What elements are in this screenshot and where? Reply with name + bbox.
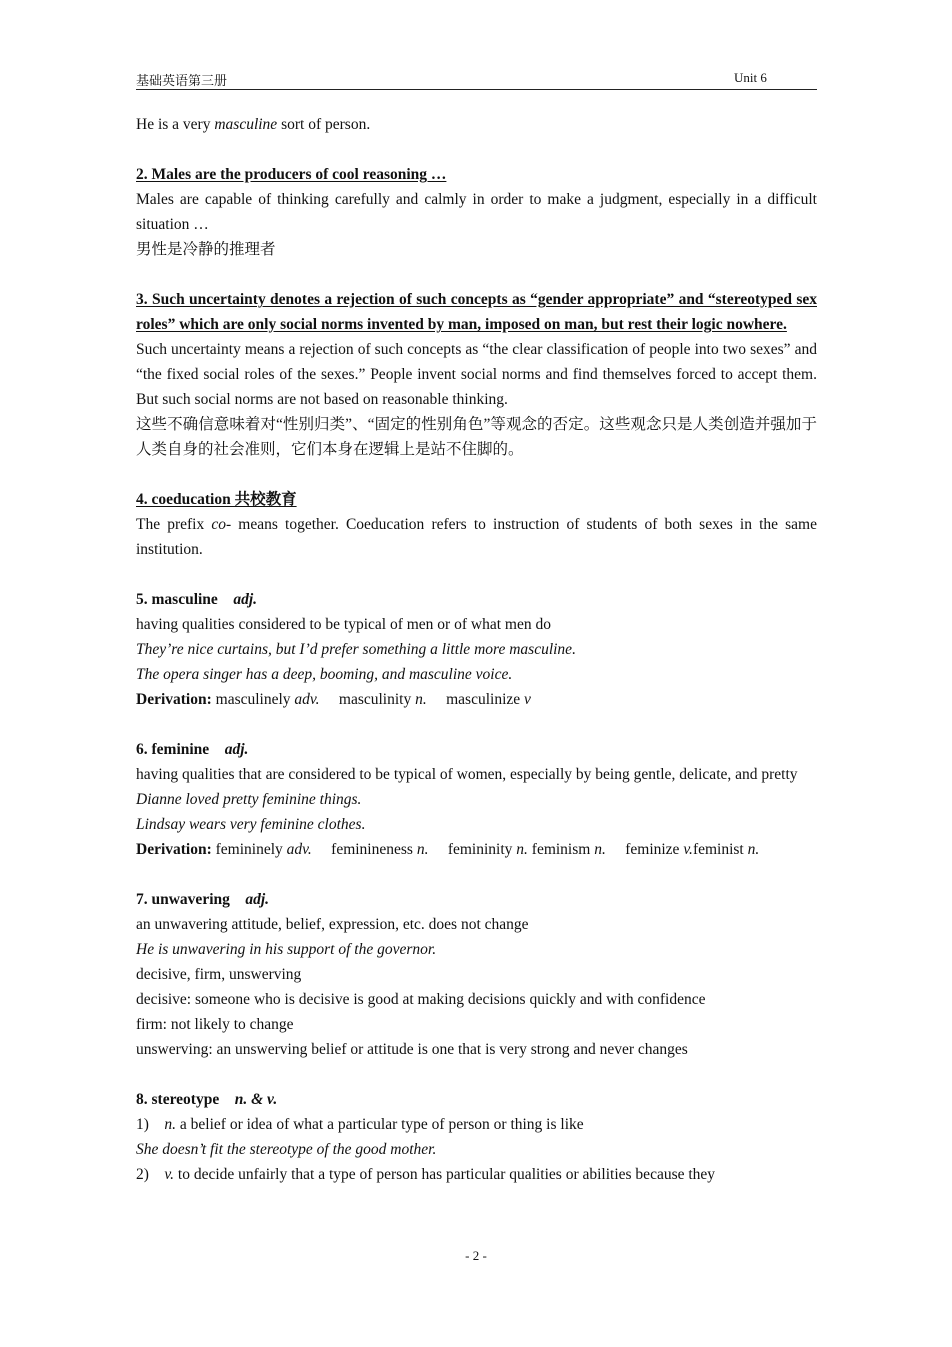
item-6-deriv-6: feminist: [692, 841, 748, 858]
item-5-heading: [136, 587, 817, 612]
item-5-definition: having qualities considered to be typical of men or of what men do: [136, 616, 551, 633]
item-3-chinese: 这些不确信意味着对“性别归类”、“固定的性别角色”等观念的否定。这些观念只是人类创造并强加于人类自身的社会准则，它们本身在逻辑上是站不住脚的。: [136, 416, 817, 458]
intro-text-end: sort of person.: [277, 116, 371, 133]
item-7-pos: adj.: [245, 891, 270, 908]
item-8-pos: n. & v.: [234, 1091, 278, 1108]
item-8-example-1: She doesn’t fit the stereotype of the good mother.: [136, 1141, 437, 1158]
item-7-example-1: He is unwavering in his support of the governor.: [136, 941, 437, 958]
item-8-sense-2-pos: v.: [164, 1166, 175, 1183]
item-7-synonym-3: unswerving: an unswerving belief or attitude is one that is very strong and never changes: [136, 1041, 688, 1058]
item-3-title: 3. Such uncertainty denotes a rejection of such concepts as “gender appropriate” and “stereotyped sex roles” which are only social norms invented by man, imposed on man, but rest their logic nowhere.: [136, 291, 817, 333]
item-6-deriv-6-pos: n.: [747, 841, 760, 858]
item-6-deriv-5-pos: v.: [683, 841, 693, 858]
item-8-sense-1-number: 1): [136, 1116, 149, 1133]
document-page: [136, 62, 817, 1187]
item-4-def-post: means together. Coeducation refers to instruction of students of both sexes in the same institution.: [136, 516, 817, 558]
item-4-def-pre: The prefix: [136, 516, 212, 533]
item-6-deriv-3-pos: n.: [516, 841, 528, 858]
item-6-word: 6. feminine: [136, 741, 210, 758]
item-8-sense-1-definition: a belief or idea of what a particular type of person or thing is like: [176, 1116, 584, 1133]
item-6-deriv-4-pos: n.: [594, 841, 606, 858]
item-5-pos: adj.: [233, 591, 257, 608]
item-5-example-2: The opera singer has a deep, booming, and masculine voice.: [136, 666, 513, 683]
item-6-deriv-1-pos: adv.: [286, 841, 312, 858]
header-unit: Unit 6: [734, 70, 767, 85]
item-8-sense-1: [136, 1112, 817, 1137]
item-5-deriv-2: masculinity: [338, 691, 416, 708]
item-2-title: 2. Males are the producers of cool reasoning …: [136, 166, 447, 183]
item-7-heading: [136, 887, 817, 912]
item-7-synonym-1: decisive: someone who is decisive is good at making decisions quickly and with confidence: [136, 991, 706, 1008]
item-4-title: 4. coeducation 共校教育: [136, 491, 297, 508]
page-content: [136, 112, 817, 1187]
item-8-sense-2: [136, 1162, 817, 1187]
header-book-title: 基础英语第三册: [136, 73, 228, 88]
item-5-deriv-3: masculinize: [446, 691, 525, 708]
item-2-definition: Males are capable of thinking carefully and calmly in order to make a judgment, especially in a difficult situation …: [136, 191, 817, 233]
item-6-heading: [136, 737, 817, 762]
item-5-deriv-2-pos: n.: [415, 691, 427, 708]
item-6-deriv-3: femininity: [447, 841, 517, 858]
item-6-definition: having qualities that are considered to be typical of women, especially by being gentle, delicate, and pretty: [136, 766, 798, 783]
item-5-deriv-3-pos: v: [524, 691, 531, 708]
item-6-deriv-2: feminineness: [331, 841, 417, 858]
item-4-prefix: co-: [211, 516, 232, 533]
item-3-definition: Such uncertainty means a rejection of such concepts as “the clear classification of people into two sexes” and “the fixed social roles of the sexes.” People invent social norms and find themselves forced to accept them. But such social norms are not based on reasonable thinking.: [136, 341, 817, 408]
intro-example: [136, 112, 817, 137]
item-5-derivation-label: Derivation:: [136, 691, 212, 708]
item-2-chinese: 男性是冷静的推理者: [136, 241, 276, 258]
item-6-example-1: Dianne loved pretty feminine things.: [136, 791, 362, 808]
item-8-sense-2-definition: to decide unfairly that a type of person has particular qualities or abilities because they: [174, 1166, 716, 1183]
item-8-heading: [136, 1087, 817, 1112]
item-8-sense-1-pos: n.: [164, 1116, 177, 1133]
item-6-derivation: [136, 837, 817, 862]
item-5-deriv-1-pos: adv.: [294, 691, 320, 708]
item-6-pos: adj.: [224, 741, 249, 758]
item-5-example-1: They’re nice curtains, but I’d prefer something a little more masculine.: [136, 641, 576, 658]
page-header: [136, 62, 817, 90]
item-4-definition: [136, 512, 817, 562]
item-6-deriv-2-pos: n.: [416, 841, 429, 858]
item-7-synonyms: decisive, firm, unswerving: [136, 966, 302, 983]
item-5-derivation: [136, 687, 817, 712]
item-6-deriv-4: feminism: [527, 841, 595, 858]
item-7-word: 7. unwavering: [136, 891, 230, 908]
item-7-synonym-2: firm: not likely to change: [136, 1016, 294, 1033]
item-7-definition: an unwavering attitude, belief, expression, etc. does not change: [136, 916, 529, 933]
item-6-deriv-1: femininely: [211, 841, 287, 858]
intro-text: He is a very: [136, 116, 215, 133]
item-6-deriv-5: feminize: [625, 841, 684, 858]
item-5-deriv-1: masculinely: [211, 691, 295, 708]
page-number: - 2 -: [465, 1248, 487, 1263]
item-5-word: 5. masculine: [136, 591, 218, 608]
item-6-example-2: Lindsay wears very feminine clothes.: [136, 816, 366, 833]
item-8-word: 8. stereotype: [136, 1091, 220, 1108]
intro-emphasis: masculine: [214, 116, 278, 133]
item-8-sense-2-number: 2): [136, 1166, 149, 1183]
item-6-derivation-label: Derivation:: [136, 841, 212, 858]
